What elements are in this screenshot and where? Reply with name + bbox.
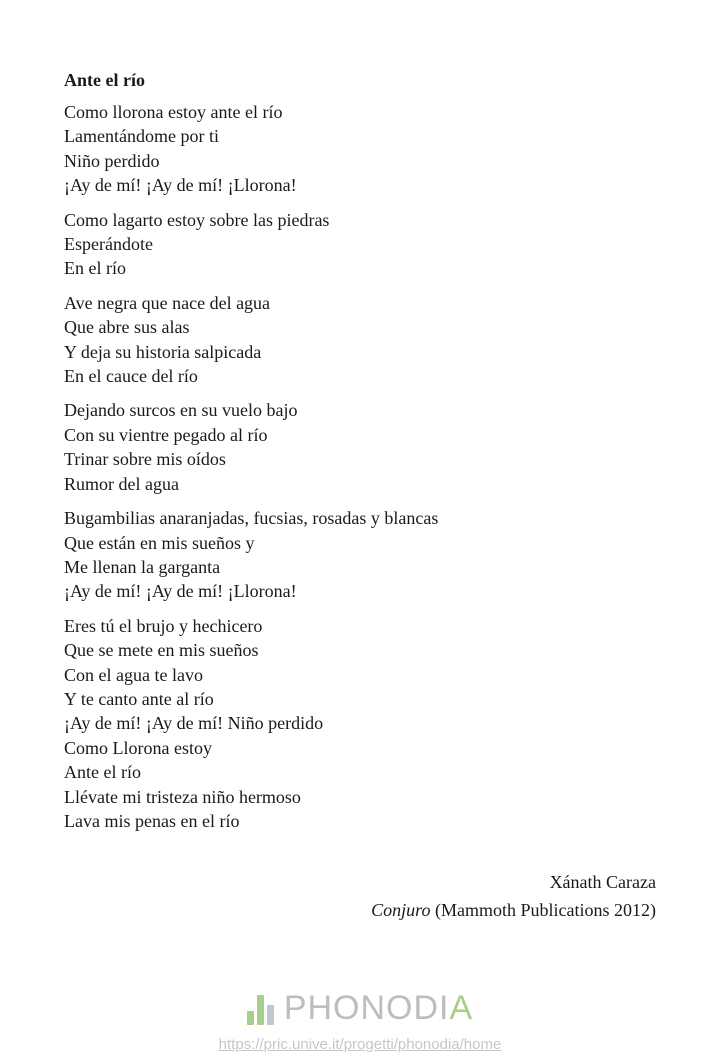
- poem-line: Trinar sobre mis oídos: [64, 449, 226, 470]
- stanza: [64, 398, 656, 496]
- author-name: Xánath Caraza: [549, 872, 656, 892]
- poem-line: Me llenan la garganta: [64, 556, 221, 577]
- poem-line: Y te canto ante al río: [64, 688, 214, 709]
- stanza: [64, 100, 656, 198]
- poem-line: ¡Ay de mí! ¡Ay de mí! Niño perdido: [64, 713, 324, 734]
- logo-bar: [247, 1011, 254, 1025]
- attribution: [371, 868, 656, 924]
- poem-line: Que abre sus alas: [64, 317, 190, 338]
- stanza: [64, 291, 656, 389]
- poem-title: Ante el río: [64, 70, 145, 90]
- brand-name: [284, 988, 473, 1028]
- book-details: (Mammoth Publications 2012): [430, 900, 656, 920]
- poem-line: Con su vientre pegado al río: [64, 424, 268, 445]
- poem-line: ¡Ay de mí! ¡Ay de mí! ¡Llorona!: [64, 581, 297, 602]
- poem-body: [64, 100, 656, 833]
- stanza: [64, 208, 656, 281]
- stanza: [64, 614, 656, 834]
- poem-line: En el cauce del río: [64, 366, 198, 387]
- poem-line: Bugambilias anaranjadas, fucsias, rosadas y blancas: [64, 508, 439, 529]
- brand-name-main: PHONODI: [283, 989, 450, 1027]
- poem-line: Ante el río: [64, 762, 141, 783]
- poem-line: Ave negra que nace del agua: [64, 292, 271, 313]
- logo-bar: [267, 1005, 274, 1025]
- poem-line: Como llorona estoy ante el río: [64, 102, 283, 122]
- poem-line: Llévate mi tristeza niño hermoso: [64, 786, 301, 807]
- poem-line: Que se mete en mis sueños: [64, 640, 259, 661]
- bar-chart-icon: [247, 991, 274, 1025]
- project-link[interactable]: https://pric.unive.it/progetti/phonodia/home: [218, 1036, 502, 1053]
- brand-name-accent: A: [449, 989, 474, 1027]
- stanza: [64, 506, 656, 604]
- poem-line: Dejando surcos en su vuelo bajo: [64, 400, 298, 421]
- poem-line: Rumor del agua: [64, 473, 179, 494]
- phonodia-logo: [247, 988, 473, 1028]
- poem-line: Esperándote: [64, 234, 153, 255]
- source-citation: [371, 896, 656, 924]
- book-title: Conjuro: [371, 900, 431, 920]
- poem-container: [64, 66, 656, 843]
- poem-line: Lava mis penas en el río: [64, 810, 240, 831]
- footer: [0, 988, 720, 1053]
- poem-line: Como lagarto estoy sobre las piedras: [64, 209, 330, 230]
- poem-line: Niño perdido: [64, 150, 160, 171]
- poem-line: ¡Ay de mí! ¡Ay de mí! ¡Llorona!: [64, 175, 297, 196]
- poem-line: Como Llorona estoy: [64, 737, 212, 758]
- poem-line: Y deja su historia salpicada: [64, 341, 262, 362]
- poem-line: En el río: [64, 258, 126, 279]
- poem-line: Lamentándome por ti: [64, 126, 219, 147]
- logo-bar: [257, 995, 264, 1025]
- poem-line: Eres tú el brujo y hechicero: [64, 615, 263, 636]
- poem-line: Que están en mis sueños y: [64, 532, 255, 553]
- poem-line: Con el agua te lavo: [64, 664, 203, 685]
